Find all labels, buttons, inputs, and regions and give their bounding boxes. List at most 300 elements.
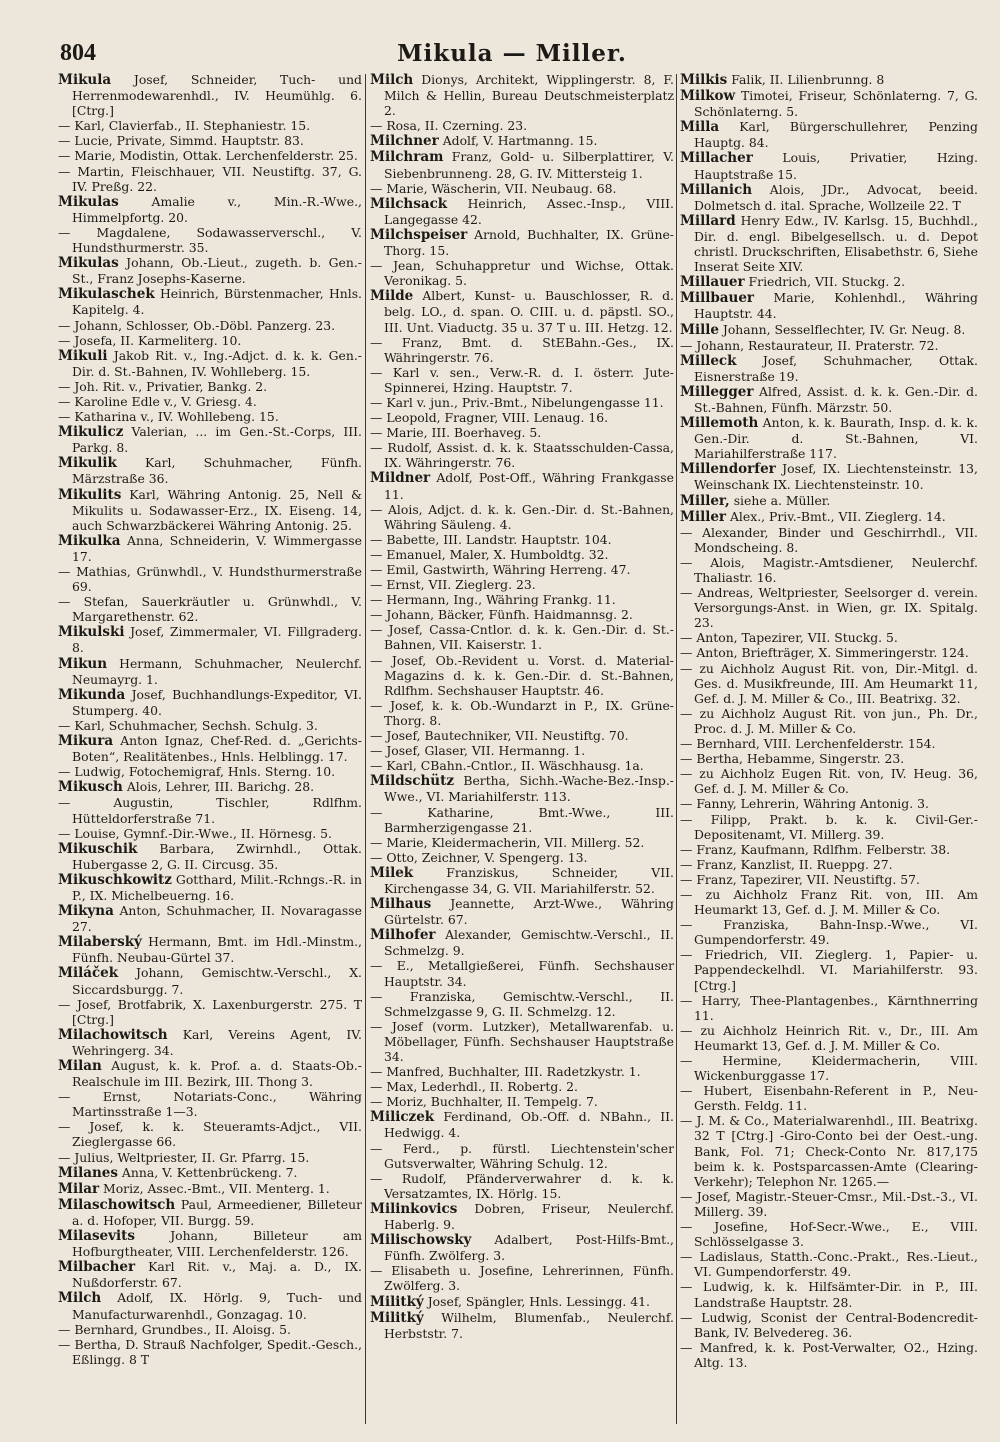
entry-details: — Rudolf, Assist. d. k. k. Staatsschulden-Cassa, IX. Währingerstr. 76. xyxy=(370,440,674,471)
page-title: Mikula — Miller. xyxy=(397,40,627,67)
entry-details: — Martin, Fleischhauer, VII. Neustiftg. 37, G. IV. Preßg. 22. xyxy=(58,163,362,194)
directory-entry xyxy=(370,258,674,289)
entry-surname: Militký xyxy=(370,1293,424,1310)
entry-surname: Milde xyxy=(370,288,414,305)
entry-details: — Rudolf, Pfänderverwahrer d. k. k. Versatzamtes, IX. Hörlg. 15. xyxy=(370,1170,674,1201)
directory-entry xyxy=(370,1263,674,1294)
entry-details: — Emanuel, Maler, X. Humboldtg. 32. xyxy=(370,546,609,562)
entry-details: Johann, Billeteur am Hofburgtheater, VIII. Lerchenfelderstr. 126. xyxy=(72,1228,362,1260)
directory-entry xyxy=(680,1219,978,1250)
entry-details: — Josef (vorm. Lutzker), Metallwarenfab. u. Möbellager, Fünfh. Sechshauser Hauptstraße 34. xyxy=(370,1018,674,1064)
directory-column-3 xyxy=(680,72,978,1422)
entry-details: — Hubert, Eisenbahn-Referent in P., Neu-Gersth. Feldg. 11. xyxy=(680,1083,978,1114)
directory-entry xyxy=(58,148,362,164)
entry-details: — Franziska, Gemischtw.-Verschl., II. Schmelzgasse 9, G. II. Schmelzg. 12. xyxy=(370,988,674,1019)
directory-entry xyxy=(680,352,978,384)
entry-details: — Franziska, Bahn-Insp.-Wwe., VI. Gumpendorferstr. 49. xyxy=(680,917,978,948)
directory-entry xyxy=(58,717,362,733)
entry-surname: Milaschowitsch xyxy=(58,1196,176,1213)
entry-details: — Marie, Wäscherin, VII. Neubaug. 68. xyxy=(370,180,617,196)
entry-surname: Mikusch xyxy=(58,779,123,796)
entry-surname: Millegger xyxy=(680,383,754,400)
entry-surname: Milkow xyxy=(680,88,736,105)
entry-details: — Filipp, Prakt. b. k. k. Civil-Ger.-Depositenamt, VI. Millerg. 39. xyxy=(680,811,978,842)
entry-surname: Militký xyxy=(370,1309,424,1326)
entry-details: siehe a. Müller. xyxy=(733,492,831,508)
directory-entry xyxy=(370,896,674,928)
directory-entry xyxy=(680,796,978,812)
entry-details: Karl, Schuhmacher, Fünfh. Märzstraße 36. xyxy=(72,455,362,487)
directory-entry xyxy=(680,811,978,842)
entry-details: — Franz, Bmt. d. StEBahn.-Ges., IX. Währingerstr. 76. xyxy=(370,334,674,365)
directory-entry xyxy=(58,378,362,394)
entry-details: Franziskus, Schneider, VII. Kirchengasse 34, G. VII. Mariahilferstr. 52. xyxy=(384,864,674,896)
entry-details: — Stefan, Sauerkräutler u. Grünwhdl., V. Margarethenstr. 62. xyxy=(58,594,362,625)
directory-entry xyxy=(58,193,362,225)
entry-surname: Millendorfer xyxy=(680,461,776,478)
entry-details: — Joh. Rit. v., Privatier, Bankg. 2. xyxy=(58,378,268,394)
entry-details: Johann, Ob.-Lieut., zugeth. b. Gen.-St., Franz Josephs-Kaserne. xyxy=(72,255,362,287)
entry-surname: Mikun xyxy=(58,655,108,672)
entry-details: — zu Aichholz Franz Rit. von, III. Am Heumarkt 13, Gef. d. J. M. Miller & Co. xyxy=(680,886,978,918)
directory-entry xyxy=(370,849,674,865)
entry-surname: Millemoth xyxy=(680,415,759,432)
entry-surname: Miller, xyxy=(680,492,730,509)
directory-entry xyxy=(58,532,362,564)
directory-entry xyxy=(58,332,362,348)
entry-details: Adolf, V. Hartmanng. 15. xyxy=(442,133,598,149)
entry-details: — Ludwig, k. k. Hilfsämter-Dir. in P., III. Landstraße Hauptstr. 28. xyxy=(680,1279,978,1310)
entry-details: — Fanny, Lehrerin, Währing Antonig. 3. xyxy=(680,796,929,812)
entry-details: — zu Aichholz August Rit. von jun., Ph. Dr., Proc. d. J. M. Miller & Co. xyxy=(680,705,978,736)
entry-surname: Mildschütz xyxy=(370,773,454,790)
entry-details: Jeannette, Arzt-Wwe., Währing Gürtelstr. 67. xyxy=(384,896,674,928)
entry-details: — Bertha, Hebamme, Singerstr. 23. xyxy=(680,751,905,767)
entry-details: Henry Edw., IV. Karlsg. 15, Buchhdl., Dir. d. engl. Bibelgesellsch. u. d. Depot christl. Druckschriften, Elisabethstr. 6, Siehe Inserat Seite XIV. xyxy=(694,212,978,275)
directory-entry xyxy=(370,149,674,181)
entry-surname: Mildner xyxy=(370,470,431,487)
directory-entry xyxy=(58,224,362,256)
entry-details: Karl Rit. v., Maj. a. D., IX. Nußdorferstr. 67. xyxy=(72,1259,362,1291)
entry-details: Alex., Priv.-Bmt., VII. Zieglerg. 14. xyxy=(729,508,946,524)
directory-entry xyxy=(58,764,362,780)
entry-details: — Alois, Adjct. d. k. k. Gen.-Dir. d. St.-Bahnen, Währing Säuleng. 4. xyxy=(370,501,674,532)
directory-column-1 xyxy=(58,72,362,1422)
entry-surname: Milek xyxy=(370,864,414,881)
entry-details: — Katharina v., IV. Wohllebeng. 15. xyxy=(58,409,279,425)
entry-details: — Josefa, II. Karmeliterg. 10. xyxy=(58,332,242,348)
directory-entry xyxy=(370,562,674,577)
directory-entry xyxy=(58,1336,362,1367)
directory-entry xyxy=(58,594,362,625)
directory-entry xyxy=(58,486,362,533)
directory-entry xyxy=(370,958,674,989)
entry-details: — Babette, III. Landstr. Hauptstr. 104. xyxy=(370,531,612,547)
directory-entry xyxy=(370,1140,674,1171)
directory-entry xyxy=(370,927,674,959)
entry-details: Amalie v., Min.-R.-Wwe., Himmelpfortg. 20. xyxy=(72,193,362,225)
page-number: 804 xyxy=(60,40,96,66)
directory-entry xyxy=(370,195,674,227)
directory-entry xyxy=(680,554,978,585)
directory-entry xyxy=(680,660,978,706)
entry-surname: Mikulas xyxy=(58,255,119,272)
entry-details: — Karl, Schuhmacher, Sechsh. Schulg. 3. xyxy=(58,717,318,733)
directory-entry xyxy=(370,118,674,134)
entry-details: — Manfred, Buchhalter, III. Radetzkystr. 1. xyxy=(370,1064,641,1080)
entry-surname: Mille xyxy=(680,321,719,338)
entry-details: Arnold, Buchhalter, IX. Grüne-Thorg. 15. xyxy=(384,226,674,259)
entry-details: Albert, Kunst- u. Bauschlosser, R. d. belg. LO., d. span. O. CIII. u. d. päpstl. SO., III. Unt. Viaductg. 35 u. 37 T u. III. Hetzg. 12. xyxy=(384,288,674,335)
directory-entry xyxy=(370,1018,674,1064)
directory-entry xyxy=(58,255,362,287)
entry-details: Barbara, Zwirnhdl., Ottak. Hubergasse 2, G. II. Circusg. 35. xyxy=(72,840,362,872)
directory-entry xyxy=(58,133,362,149)
directory-entry xyxy=(370,440,674,471)
directory-entry xyxy=(680,150,978,182)
entry-details: — Josef, Brotfabrik, X. Laxenburgerstr. 275. T [Ctrg.] xyxy=(58,996,362,1027)
entry-details: — Johann, Bäcker, Fünfh. Haidmannsg. 2. xyxy=(370,607,633,623)
entry-details: Alfred, Assist. d. k. k. Gen.-Dir. d. St.-Bahnen, Fünfh. Märzstr. 50. xyxy=(694,383,978,415)
directory-entry xyxy=(680,524,978,555)
directory-entry xyxy=(370,425,674,441)
directory-entry xyxy=(58,1058,362,1090)
entry-details: Hermann, Bmt. im Hdl.-Minstm., Fünfh. Neubau-Gürtel 37. xyxy=(72,934,362,966)
directory-entry xyxy=(370,804,674,835)
directory-entry xyxy=(680,585,978,631)
entry-details: — Hermann, Ing., Währing Frankg. 11. xyxy=(370,592,616,608)
directory-entry xyxy=(370,1309,674,1341)
directory-entry xyxy=(58,840,362,872)
entry-details: — Josef, k. k. Ob.-Wundarzt in P., IX. Grüne-Thorg. 8. xyxy=(370,697,674,728)
directory-entry xyxy=(58,1164,362,1181)
directory-entry xyxy=(58,1026,362,1058)
entry-details: Adolf, IX. Hörlg. 9, Tuch- und Manufacturwarenhdl., Gonzagag. 10. xyxy=(72,1290,362,1322)
directory-entry xyxy=(680,1339,978,1370)
entry-surname: Millard xyxy=(680,212,736,229)
directory-entry xyxy=(58,1196,362,1228)
entry-details: — Karoline Edle v., V. Griesg. 4. xyxy=(58,393,257,409)
entry-details: Josef, Schuhmacher, Ottak. Eisnerstraße 19. xyxy=(694,352,978,384)
entry-details: Ferdinand, Ob.-Off. d. NBahn., II. Hedwigg. 4. xyxy=(384,1109,674,1141)
directory-entry xyxy=(58,1228,362,1260)
entry-details: — Josef, Glaser, VII. Hermanng. 1. xyxy=(370,743,586,759)
entry-details: Anna, V. Kettenbrückeng. 7. xyxy=(121,1164,298,1180)
entry-details: Adolf, Post-Off., Währing Frankgasse 11. xyxy=(384,470,674,502)
entry-details: Franz, Gold- u. Silberplattirer, V. Siebenbrunneng. 28, G. IV. Mittersteig 1. xyxy=(384,149,674,181)
entry-details: — Rosa, II. Czerning. 23. xyxy=(370,118,528,134)
entry-details: Josef, Spängler, Hnls. Lessingg. 41. xyxy=(427,1293,650,1309)
entry-surname: Milkis xyxy=(680,72,728,88)
entry-details: August, k. k. Prof. a. d. Staats-Ob.-Realschule im III. Bezirk, III. Thong 3. xyxy=(72,1058,362,1090)
entry-details: Heinrich, Bürstenmacher, Hnls. Kapitelg. 4. xyxy=(72,286,362,318)
directory-entry xyxy=(370,180,674,196)
directory-entry xyxy=(680,290,978,322)
entry-details: Heinrich, Assec.-Insp., VIII. Langegasse 42. xyxy=(384,195,674,227)
directory-entry xyxy=(370,988,674,1019)
entry-surname: Mikuschkowitz xyxy=(58,871,172,888)
entry-surname: Milhaus xyxy=(370,896,432,913)
entry-details: — Bertha, D. Strauß Nachfolger, Spedit.-Gesch., Eßlingg. 8 T xyxy=(58,1336,362,1367)
entry-details: — Alexander, Binder und Geschirrhdl., VII. Mondscheing. 8. xyxy=(680,524,978,555)
directory-entry xyxy=(370,652,674,698)
entry-details: — Josefine, Hof-Secr.-Wwe., E., VIII. Schlösselgasse 3. xyxy=(680,1219,978,1250)
directory-entry xyxy=(58,564,362,595)
directory-entry xyxy=(680,766,978,797)
entry-details: Josef, Zimmermaler, VI. Fillgraderg. 8. xyxy=(72,624,362,656)
directory-entry xyxy=(370,758,674,774)
entry-details: — Bernhard, VIII. Lerchenfelderstr. 154. xyxy=(680,736,936,752)
directory-entry xyxy=(680,321,978,338)
entry-surname: Mikunda xyxy=(58,686,126,703)
entry-details: Wilhelm, Blumenfab., Neulerchf. Herbststr. 7. xyxy=(384,1309,674,1341)
entry-details: Anna, Schneiderin, V. Wimmergasse 17. xyxy=(72,532,362,564)
directory-entry xyxy=(680,841,978,857)
directory-entry xyxy=(370,1064,674,1080)
entry-details: Dionys, Architekt, Wipplingerstr. 8, F. Milch & Hellin, Bureau Deutschmeisterplatz 2. xyxy=(384,72,674,119)
directory-entry xyxy=(680,212,978,275)
directory-entry xyxy=(680,72,978,88)
entry-surname: Milachowitsch xyxy=(58,1026,168,1043)
directory-entry xyxy=(370,592,674,608)
entry-details: Adalbert, Post-Hilfs-Bmt., Fünfh. Zwölferg. 3. xyxy=(384,1232,674,1264)
entry-details: — E., Metallgießerei, Fünfh. Sechshauser Hauptstr. 34. xyxy=(370,958,674,989)
entry-details: Falik, II. Lilienbrunng. 8 xyxy=(731,72,885,87)
entry-details: Josef, Schneider, Tuch- und Herrenmodewarenhdl., IV. Heumühlg. 6. [Ctrg.] xyxy=(72,72,362,119)
directory-entry xyxy=(58,624,362,656)
entry-details: — Karl v. sen., Verw.-R. d. I. österr. Jute-Spinnerei, Hzing. Hauptstr. 7. xyxy=(370,364,674,395)
entry-details: Moriz, Assec.-Bmt., VII. Menterg. 1. xyxy=(103,1180,330,1196)
entry-details: — Harry, Thee-Plantagenbes., Kärnthnerring 11. xyxy=(680,992,978,1023)
entry-details: — Anton, Briefträger, X. Simmeringerstr. 124. xyxy=(680,645,969,661)
entry-details: — Karl, CBahn.-Cntlor., II. Wäschhausg. 1a. xyxy=(370,758,644,774)
directory-entry xyxy=(680,1113,978,1189)
entry-details: — Marie, Modistin, Ottak. Lerchenfelderstr. 25. xyxy=(58,148,358,164)
directory-column-2 xyxy=(370,72,674,1422)
directory-entry xyxy=(370,1170,674,1201)
directory-entry xyxy=(370,72,674,119)
entry-details: Dobren, Friseur, Neulerchf. Haberlg. 9. xyxy=(384,1200,674,1233)
directory-entry xyxy=(58,1119,362,1150)
entry-details: Karl, Vereins Agent, IV. Wehringerg. 34. xyxy=(72,1026,362,1058)
entry-details: — Josef, Bautechniker, VII. Neustiftg. 70. xyxy=(370,728,629,744)
directory-entry xyxy=(370,1200,674,1233)
entry-surname: Milaberský xyxy=(58,934,142,951)
entry-details: Josef, IX. Liechtensteinstr. 13, Weinschank IX. Liechtensteinstr. 10. xyxy=(694,461,978,493)
directory-entry xyxy=(58,317,362,333)
entry-details: — zu Aichholz Heinrich Rit. v., Dr., III. Am Heumarkt 13, Gef. d. J. M. Miller & Co. xyxy=(680,1022,978,1053)
directory-entry xyxy=(680,415,978,462)
directory-entry xyxy=(680,1022,978,1053)
entry-details: — Ernst, Notariats-Conc., Währing Martinsstraße 1—3. xyxy=(58,1089,362,1120)
entry-details: — Franz, Kanzlist, II. Rueppg. 27. xyxy=(680,856,893,872)
entry-details: — Marie, III. Boerhaveg. 5. xyxy=(370,425,542,441)
directory-entry xyxy=(680,1249,978,1280)
directory-entry xyxy=(370,1232,674,1264)
entry-surname: Milischowsky xyxy=(370,1232,472,1249)
entry-details: — Leopold, Fragner, VIII. Lenaug. 16. xyxy=(370,410,609,426)
directory-entry xyxy=(58,286,362,318)
entry-surname: Mikyna xyxy=(58,903,114,920)
entry-surname: Milch xyxy=(370,72,414,88)
entry-details: Johann, Sesselflechter, IV. Gr. Neug. 8. xyxy=(722,321,966,337)
entry-details: — Otto, Zeichner, V. Spengerg. 13. xyxy=(370,849,588,865)
entry-details: Josef, Buchhandlungs-Expeditor, VI. Stumperg. 40. xyxy=(72,686,362,718)
directory-entry xyxy=(370,334,674,365)
directory-entry xyxy=(370,546,674,562)
directory-entry xyxy=(370,743,674,759)
entry-details: — Ludwig, Fotochemigraf, Hnls. Sterng. 10. xyxy=(58,764,336,780)
entry-details: — Friedrich, VII. Zieglerg. 1, Papier- u. Pappendeckelhdl. VI. Mariahilferstr. 93. [Ctrg.] xyxy=(680,947,978,993)
directory-entry xyxy=(58,934,362,966)
entry-details: Alois, Lehrer, III. Barichg. 28. xyxy=(126,779,315,795)
entry-details: — Franz, Tapezirer, VII. Neustiftg. 57. xyxy=(680,871,920,887)
entry-surname: Milchspeiser xyxy=(370,226,468,243)
entry-details: — Max, Lederhdl., II. Robertg. 2. xyxy=(370,1079,578,1095)
entry-surname: Milchram xyxy=(370,149,444,166)
directory-entry xyxy=(58,779,362,796)
entry-details: Johann, Gemischtw.-Verschl., X. Siccardsburgg. 7. xyxy=(72,965,362,997)
entry-details: — Anton, Tapezirer, VII. Stuckg. 5. xyxy=(680,630,898,646)
entry-details: Marie, Kohlenhdl., Währing Hauptstr. 44. xyxy=(694,290,978,322)
entry-surname: Millbauer xyxy=(680,290,755,307)
entry-details: — Emil, Gastwirth, Währing Herreng. 47. xyxy=(370,562,631,577)
entry-details: — Ernst, VII. Zieglerg. 23. xyxy=(370,577,536,593)
directory-entry xyxy=(680,917,978,948)
entry-details: — zu Aichholz August Rit. von, Dir.-Mitgl. d. Ges. d. Musikfreunde, III. Am Heumarkt 11, Gef. d. J. M. Miller & Co., III. Beatrixg. 32. xyxy=(680,660,978,706)
entry-details: — Marie, Kleidermacherin, VII. Millerg. 52. xyxy=(370,834,645,850)
entry-details: Anton, Schuhmacher, II. Novaragasse 27. xyxy=(72,903,362,935)
directory-entry xyxy=(370,864,674,896)
directory-entry xyxy=(370,1079,674,1095)
entry-surname: Milhofer xyxy=(370,927,436,944)
directory-entry xyxy=(680,947,978,993)
entry-details: — Julius, Weltpriester, II. Gr. Pfarrg. 15. xyxy=(58,1149,310,1165)
entry-details: — Johann, Schlosser, Ob.-Döbl. Panzerg. 23. xyxy=(58,317,336,333)
entry-surname: Miliczek xyxy=(370,1109,435,1126)
directory-entry xyxy=(680,992,978,1023)
entry-surname: Mikulaschek xyxy=(58,286,155,303)
directory-entry xyxy=(680,1309,978,1340)
directory-entry xyxy=(58,1290,362,1322)
directory-entry xyxy=(680,630,978,646)
entry-details: — Lucie, Private, Simmd. Hauptstr. 83. xyxy=(58,133,304,149)
directory-entry xyxy=(680,337,978,353)
entry-details: — Moriz, Buchhalter, II. Tempelg. 7. xyxy=(370,1094,598,1110)
entry-details: Alois, JDr., Advocat, beeid. Dolmetsch d. ital. Sprache, Wollzeile 22. T xyxy=(694,181,978,213)
entry-details: — Elisabeth u. Josefine, Lehrerinnen, Fünfh. Zwölferg. 3. xyxy=(370,1263,674,1294)
entry-details: — Andreas, Weltpriester, Seelsorger d. verein. Versorgungs-Anst. in Wien, gr. IX. Spitalg. 23. xyxy=(680,585,978,631)
directory-entry xyxy=(680,1188,978,1219)
directory-entry xyxy=(58,965,362,997)
directory-entry xyxy=(58,871,362,903)
directory-entry xyxy=(370,697,674,728)
entry-surname: Milla xyxy=(680,119,720,136)
entry-details: — Ludwig, Sconist der Central-Bodencredit-Bank, IV. Belvedereg. 36. xyxy=(680,1309,978,1340)
directory-entry xyxy=(680,856,978,872)
directory-entry xyxy=(58,1259,362,1291)
entry-surname: Miller xyxy=(680,508,727,525)
directory-entry xyxy=(370,834,674,850)
entry-surname: Mikulski xyxy=(58,624,125,641)
directory-entry xyxy=(370,577,674,593)
directory-entry xyxy=(58,903,362,935)
entry-details: Alexander, Gemischtw.-Verschl., II. Schmelzg. 9. xyxy=(384,927,674,959)
entry-details: Paul, Armeediener, Billeteur a. d. Hofoper, VII. Burgg. 59. xyxy=(72,1196,362,1228)
entry-surname: Millauer xyxy=(680,274,745,291)
entry-details: Karl, Bürgerschullehrer, Penzing Hauptg. 84. xyxy=(694,119,978,151)
entry-surname: Milchsack xyxy=(370,195,448,212)
entry-details: — Josef, Magistr.-Steuer-Cmsr., Mil.-Dst.-3., VI. Millerg. 39. xyxy=(680,1188,978,1219)
directory-entry xyxy=(58,733,362,765)
directory-entry xyxy=(58,1321,362,1337)
entry-surname: Milch xyxy=(58,1290,102,1307)
entry-surname: Mikulits xyxy=(58,486,122,503)
directory-entry xyxy=(58,795,362,826)
entry-details: Valerian, ... im Gen.-St.-Corps, III. Parkg. 8. xyxy=(72,424,362,456)
directory-entry xyxy=(58,1149,362,1165)
directory-entry xyxy=(370,1293,674,1310)
entry-details: — Josef, k. k. Steueramts-Adjct., VII. Zieglergasse 66. xyxy=(58,1119,362,1150)
entry-details: Hermann, Schuhmacher, Neulerchf. Neumayrg. 1. xyxy=(72,655,362,687)
entry-details: Louis, Privatier, Hzing. Hauptstraße 15. xyxy=(694,150,978,182)
entry-surname: Milinkovics xyxy=(370,1200,458,1217)
directory-entry xyxy=(680,508,978,525)
entry-details: — Franz, Kaufmann, Rdlfhm. Felberstr. 38. xyxy=(680,841,951,857)
entry-surname: Mikuli xyxy=(58,347,108,364)
directory-entry xyxy=(680,886,978,918)
entry-details: Gotthard, Milit.-Rchngs.-R. in P., IX. Michelbeuerng. 16. xyxy=(72,871,362,903)
entry-surname: Mikula xyxy=(58,72,112,88)
entry-details: — Magdalene, Sodawasserverschl., V. Hundsthurmerstr. 35. xyxy=(58,224,362,256)
directory-entry xyxy=(370,470,674,502)
entry-details: — Katharine, Bmt.-Wwe., III. Barmherzigengasse 21. xyxy=(370,804,674,835)
entry-details: — Jean, Schuhappretur und Wichse, Ottak. Veronikag. 5. xyxy=(370,258,674,289)
directory-entry xyxy=(58,996,362,1027)
directory-entry xyxy=(58,347,362,379)
directory-entry xyxy=(680,1083,978,1114)
directory-entry xyxy=(680,383,978,415)
entry-surname: Millanich xyxy=(680,181,753,198)
entry-details: — Hermine, Kleidermacherin, VIII. Wickenburggasse 17. xyxy=(680,1053,978,1084)
directory-entry xyxy=(370,226,674,259)
directory-entry xyxy=(680,492,978,509)
directory-entry xyxy=(370,773,674,805)
entry-details: Karl, Währing Antonig. 25, Nell & Mikulits u. Sodawasser-Erz., IX. Eiseng. 14, auch Schwarzbäckerei Währing Antonig. 25. xyxy=(72,486,362,533)
entry-surname: Milar xyxy=(58,1180,100,1197)
directory-entry xyxy=(680,871,978,887)
directory-entry xyxy=(370,410,674,426)
entry-details: — Mathias, Grünwhdl., V. Hundsthurmerstraße 69. xyxy=(58,564,362,595)
directory-entry xyxy=(58,1089,362,1120)
directory-entry xyxy=(58,655,362,687)
entry-details: — Josef, Ob.-Revident u. Vorst. d. Material-Magazins d. k. k. Gen.-Dir. d. St.-Bahnen, Rdlfhm. Sechshauser Hauptstr. 46. xyxy=(370,652,674,698)
directory-entry xyxy=(370,622,674,653)
directory-entry xyxy=(680,461,978,493)
entry-surname: Mikulas xyxy=(58,193,119,210)
entry-surname: Mikulik xyxy=(58,455,117,472)
entry-surname: Miláček xyxy=(58,965,119,982)
directory-entry xyxy=(680,119,978,151)
directory-entry xyxy=(58,686,362,718)
entry-details: Bertha, Sichh.-Wache-Bez.-Insp.-Wwe., VI. Mariahilferstr. 113. xyxy=(384,773,674,805)
directory-entry xyxy=(58,455,362,487)
directory-entry xyxy=(58,163,362,194)
entry-details: — Alois, Magistr.-Amtsdiener, Neulerchf. Thaliastr. 16. xyxy=(680,554,978,585)
entry-details: Anton, k. k. Baurath, Insp. d. k. k. Gen.-Dir. d. St.-Bahnen, VI. Mariahilferstraße 117. xyxy=(694,415,978,462)
directory-entry xyxy=(680,1279,978,1310)
directory-entry xyxy=(370,288,674,335)
